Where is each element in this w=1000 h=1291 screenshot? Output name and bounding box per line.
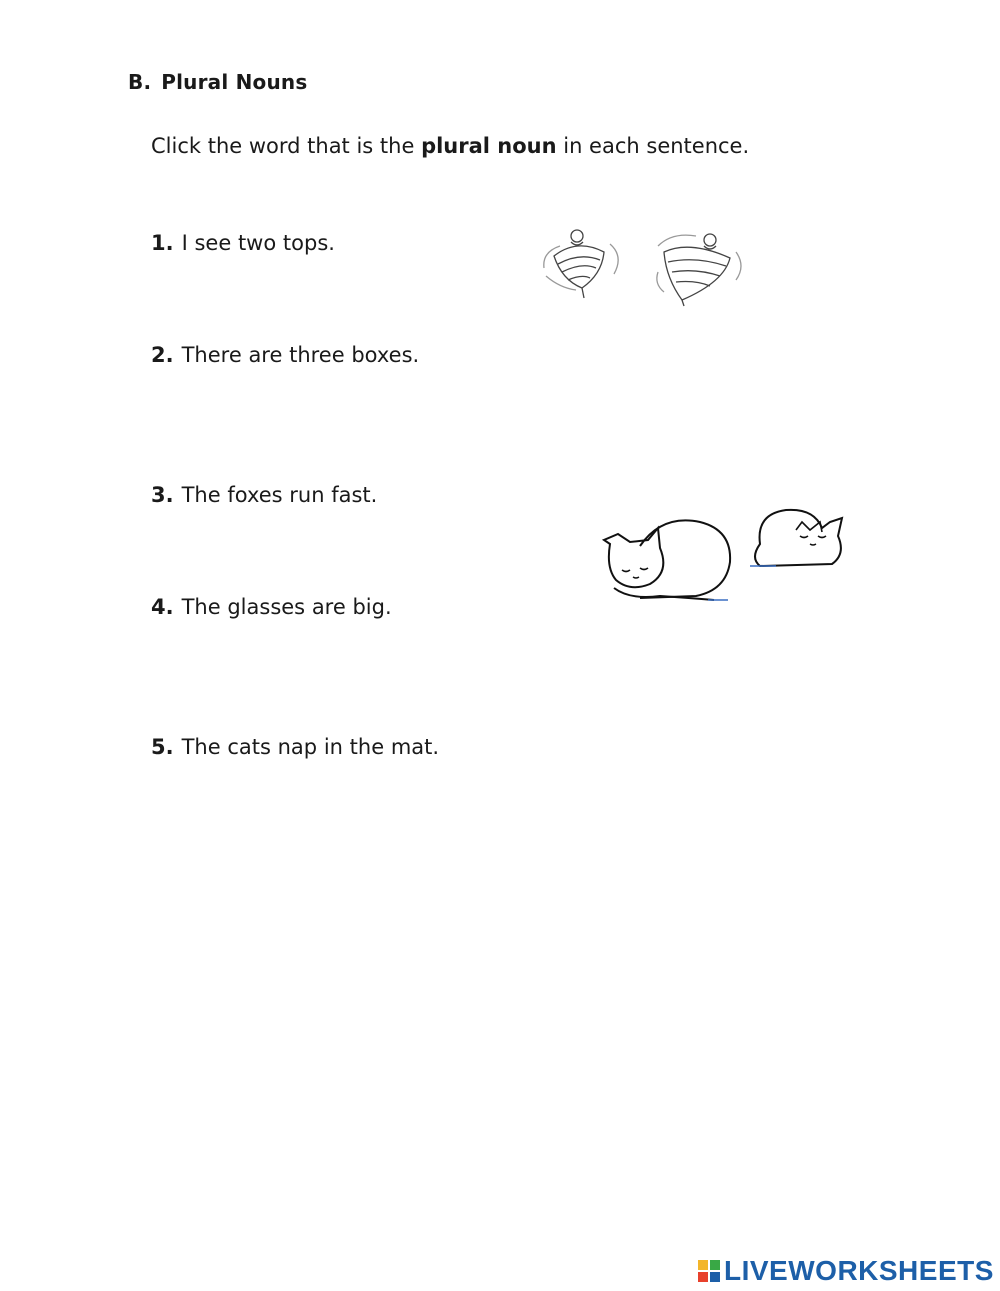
instruction — [151, 134, 749, 158]
word[interactable]: run — [289, 483, 325, 507]
liveworksheets-logo — [698, 1254, 994, 1288]
sleeping-cats-image — [600, 500, 850, 608]
word[interactable]: There — [181, 343, 242, 367]
question-1 — [151, 231, 335, 255]
word[interactable]: boxes. — [351, 343, 420, 367]
question-2 — [151, 343, 419, 367]
word[interactable]: The — [181, 595, 221, 619]
word[interactable]: the — [349, 735, 385, 759]
instruction-bold: plural noun — [421, 134, 557, 158]
logo-blocks-icon — [698, 1260, 720, 1282]
logo-text: LIVEWORKSHEETS — [724, 1255, 994, 1286]
word[interactable]: tops. — [282, 231, 335, 255]
word[interactable]: three — [289, 343, 345, 367]
word[interactable]: are — [248, 343, 283, 367]
spinning-tops-image — [540, 222, 750, 307]
word[interactable]: in — [323, 735, 343, 759]
question-number: 4. — [151, 595, 174, 619]
word[interactable]: big. — [352, 595, 392, 619]
section-title-text: Plural Nouns — [161, 70, 308, 94]
question-number: 1. — [151, 231, 174, 255]
question-4 — [151, 595, 392, 619]
question-number: 3. — [151, 483, 174, 507]
word[interactable]: are — [311, 595, 346, 619]
word[interactable]: see — [194, 231, 232, 255]
word[interactable]: mat. — [390, 735, 440, 759]
word[interactable]: The — [181, 483, 221, 507]
word[interactable]: The — [181, 735, 221, 759]
word[interactable]: glasses — [227, 595, 306, 619]
instruction-before: Click the word that is the — [151, 134, 422, 158]
section-title — [128, 70, 307, 94]
word[interactable]: two — [237, 231, 277, 255]
question-number: 2. — [151, 343, 174, 367]
instruction-after: in each sentence. — [556, 134, 750, 158]
question-5 — [151, 735, 439, 759]
section-letter: B. — [128, 70, 152, 94]
question-3 — [151, 483, 377, 507]
word[interactable]: I — [181, 231, 188, 255]
question-number: 5. — [151, 735, 174, 759]
word[interactable]: fast. — [331, 483, 378, 507]
word[interactable]: cats — [227, 735, 271, 759]
word[interactable]: foxes — [227, 483, 283, 507]
word[interactable]: nap — [277, 735, 318, 759]
